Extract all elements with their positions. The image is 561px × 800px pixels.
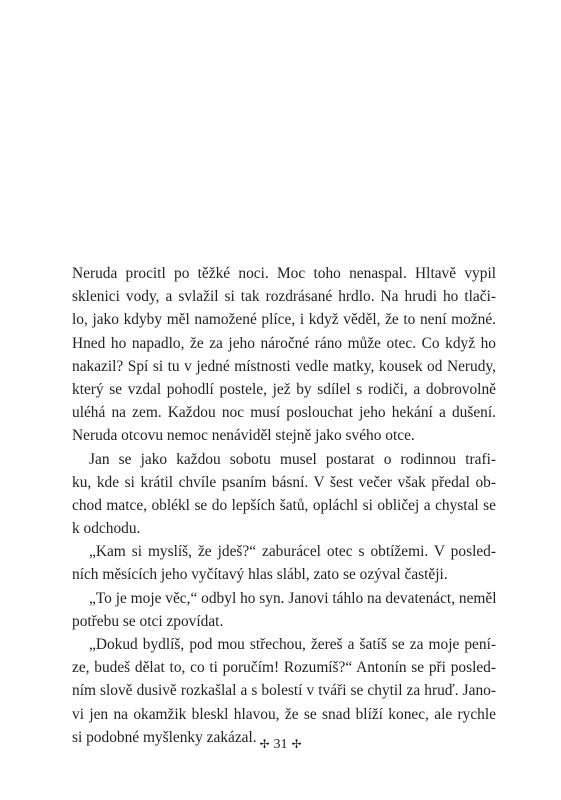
page-number: 31: [273, 737, 288, 752]
text-line: uléhá na zem. Každou noc musí poslouchat jeho hekání a dušení.: [72, 404, 496, 422]
paragraph-4: [72, 587, 496, 633]
text-line: Jan se jako každou sobotu musel postarat o rodinnou trafi-: [89, 450, 496, 468]
text-line: ze, budeš dělat to, co ti poručím! Rozumíš?“ Antonín se při posled-: [72, 659, 496, 677]
paragraph-1: [72, 262, 496, 448]
text-line: ku, kde si krátil chvíle psaním básní. V šest večer však předal ob-: [72, 473, 496, 491]
text-line: ním slově dusivě rozkašlal a s bolestí v tváři se chytil za hruď. Jano-: [72, 682, 496, 700]
text-line: ních měsících jeho vyčítavý hlas slábl, zato se ozýval častěji.: [72, 566, 448, 584]
text-line: lo, jako kdyby měl namožené plíce, i když věděl, že to není možné.: [72, 311, 496, 329]
text-line: Hned ho napadlo, že za jeho náročné ráno může otec. Co když ho: [72, 334, 496, 352]
ornament-right-icon: ✢: [291, 737, 302, 751]
paragraph-2: [72, 448, 496, 541]
text-line: si podobné myšlenky zakázal.: [72, 728, 257, 746]
page-footer: [0, 737, 561, 753]
paragraph-5: [72, 633, 496, 749]
ornament-left-icon: ✢: [259, 737, 270, 751]
text-line: chod matce, oblékl se do lepších šatů, opláchl si obličej a chystal se: [72, 496, 496, 514]
text-line: vi jen na okamžik bleskl hlavou, že se snad blíží konec, ale rychle: [72, 705, 496, 723]
text-line: „To je moje věc,“ odbyl ho syn. Janovi táhlo na devatenáct, neměl: [89, 589, 496, 607]
text-line: nakazil? Spí si tu v jedné místnosti vedle matky, kousek od Nerudy,: [72, 357, 496, 375]
text-line: Neruda otcovu nemoc nenáviděl stejně jako svého otce.: [72, 427, 415, 445]
text-line: který se vzdal pohodlí postele, jež by sdílel s rodiči, a dobrovolně: [72, 380, 496, 398]
text-line: „Dokud bydlíš, pod mou střechou, žereš a šatíš se za moje pení-: [89, 636, 496, 653]
text-line: k odchodu.: [72, 520, 141, 538]
text-line: sklenici vody, a svlažil si tak rozdrásané hrdlo. Na hrudi ho tlači-: [72, 288, 496, 306]
paragraph-3: [72, 540, 496, 586]
text-line: Neruda procitl po těžké noci. Moc toho nenaspal. Hltavě vypil: [72, 265, 496, 282]
text-line: „Kam si myslíš, že jdeš?“ zaburácel otec s obtížemi. V posled-: [89, 543, 496, 561]
text-line: potřebu se otci zpovídat.: [72, 612, 224, 630]
body-text: [72, 262, 496, 749]
